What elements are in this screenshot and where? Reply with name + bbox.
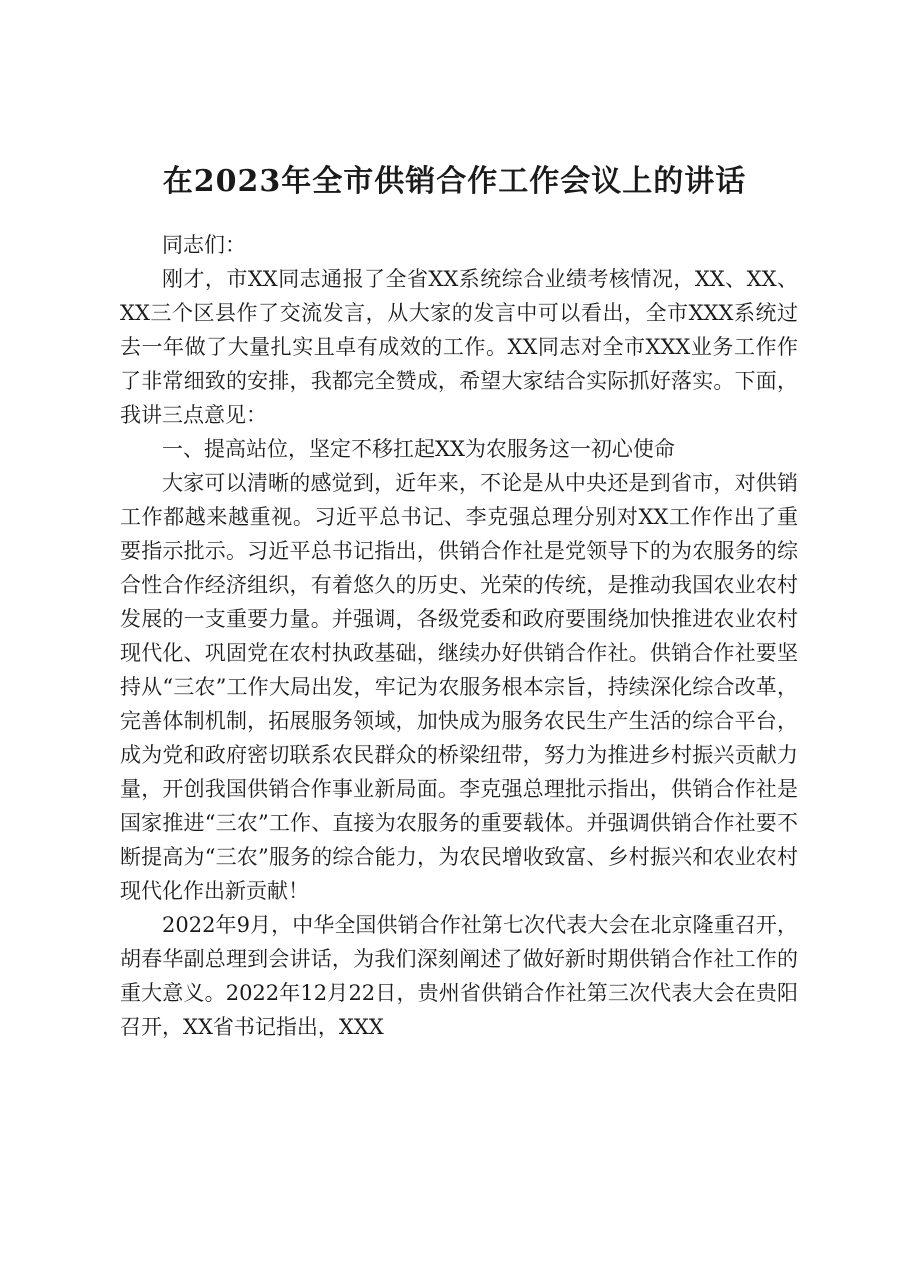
salutation-paragraph: 同志们： [162,233,246,257]
body-paragraph: 刚才，市XX同志通报了全省XX系统综合业绩考核情况，XX、XX、XX三个区县作了交流发言，从大家的发言中可以看出，全市XXX系统过去一年做了大量扎实且卓有成效的工作。XX同志对全市XXX业务工作作了非常细致的安排，我都完全赞成，希望大家结合实际抓好落实。下面，我讲三点意见： [120,267,798,427]
body-paragraph: 2022年9月，中华全国供销合作社第七次代表大会在北京隆重召开，胡春华副总理到会讲话，为我们深刻阐述了做好新时期供销合作社工作的重大意义。2022年12月22日，贵州省供销合作社第三次代表大会在贵阳召开，XX省书记指出，XXX [120,913,798,1039]
body-paragraph: 大家可以清晰的感觉到，近年来，不论是从中央还是到省市，对供销工作都越来越重视。习近平总书记、李克强总理分别对XX工作作出了重要指示批示。习近平总书记指出，供销合作社是党领导下的为农服务的综合性合作经济组织，有着悠久的历史、光荣的传统，是推动我国农业农村发展的一支重要力量。并强调，各级党委和政府要围绕加快推进农业农村现代化、巩固党在农村执政基础，继续办好供销合作社。供销合作社要坚持从“三农”工作大局出发，牢记为农服务根本宗旨，持续深化综合改革，完善体制机制，拓展服务领域，加快成为服务农民生产生活的综合平台，成为党和政府密切联系农民群众的桥梁纽带，努力为推进乡村振兴贡献力量，开创我国供销合作事业新局面。李克强总理批示指出，供销合作社是国家推进“三农”工作、直接为农服务的重要载体。并强调供销合作社要不断提高为“三农”服务的综合能力，为农民增收致富、乡村振兴和农业农村现代化作出新贡献！ [120,471,798,903]
document-title: 在2023年全市供销合作工作会议上的讲话 [162,164,747,199]
section-heading: 一、提高站位，坚定不移扛起XX为农服务这一初心使命 [162,437,675,461]
document-body [120,228,798,1044]
